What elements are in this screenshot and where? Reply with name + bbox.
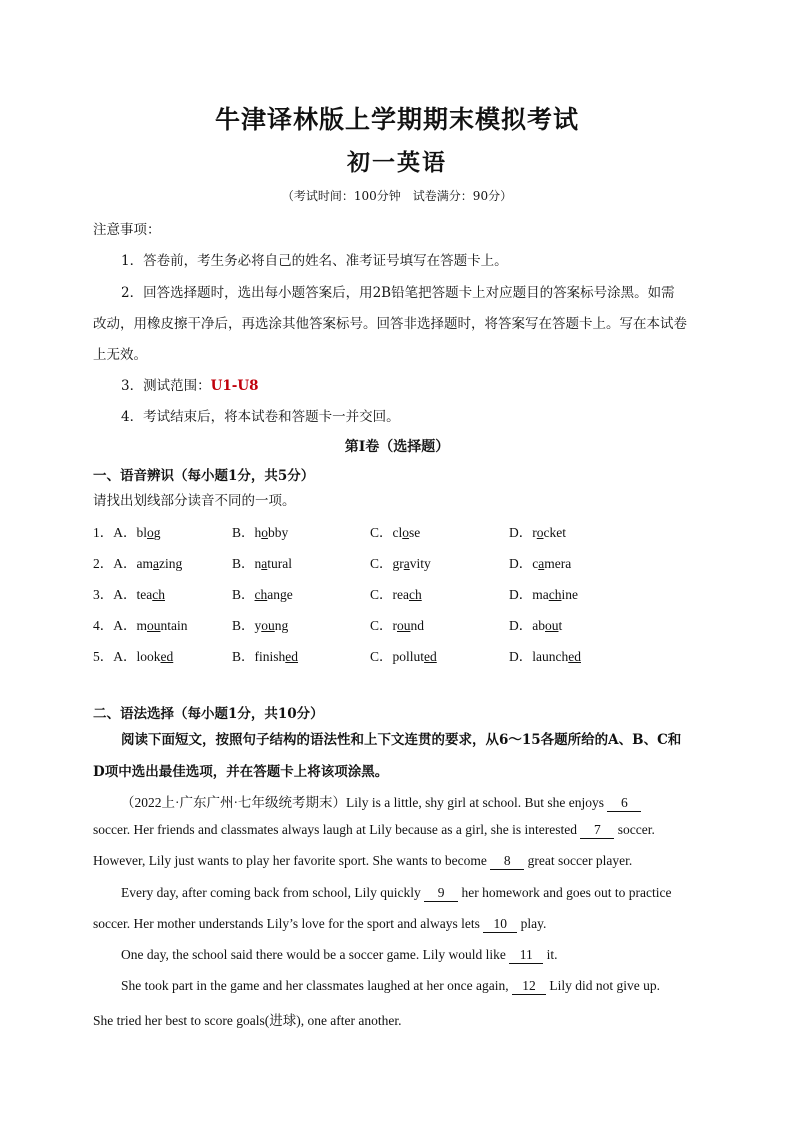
option-c: C．reach <box>370 587 422 602</box>
section-1-heading: 一、语音辨识（每小题1分，共5分） <box>93 468 315 484</box>
note-2-line-1: 2．回答选择题时，选出每小题答案后，用2B铅笔把答题卡上对应题目的答案标号涂黑。如需 <box>121 285 675 301</box>
option-d: D．machine <box>509 587 578 602</box>
section-2-heading: 二、语法选择（每小题1分，共10分） <box>93 706 324 722</box>
option-d: D．about <box>509 618 563 633</box>
notes-heading: 注意事项： <box>93 222 161 238</box>
option-d: D．camera <box>509 556 572 571</box>
note-2-line-3: 上无效。 <box>93 347 147 363</box>
passage-line: soccer. Her friends and classmates always laugh at Lily because as a girl, she is interested 7 soccer. <box>93 822 655 837</box>
option-b: B．hobby <box>232 525 289 540</box>
section-1-instruction: 请找出划线部分读音不同的一项。 <box>93 493 296 509</box>
option-d: D．rocket <box>509 525 566 540</box>
section-2-instruction-line-1: 阅读下面短文，按照句子结构的语法性和上下文连贯的要求，从6～15各题所给的A、B、C和 <box>121 732 682 748</box>
blank-7: 7 <box>580 822 614 839</box>
passage-line: （2022上·广东广州·七年级统考期末）Lily is a little, shy girl at school. But she enjoys 6 <box>121 791 703 812</box>
passage-line: However, Lily just wants to play her favorite sport. She wants to become 8 great soccer player. <box>93 853 633 868</box>
note-2-line-2: 改动，用橡皮擦干净后，再选涂其他答案标号。回答非选择题时，将答案写在答题卡上。写在本试卷 <box>93 316 687 332</box>
option-b: B．finished <box>232 649 299 664</box>
option-d: D．launched <box>509 649 581 664</box>
option-a: 1．A．blog <box>93 525 161 540</box>
note-3-prefix: 3．测试范围： <box>121 378 211 394</box>
blank-8: 8 <box>490 853 524 870</box>
blank-12: 12 <box>512 978 546 995</box>
blank-6: 6 <box>607 795 641 812</box>
passage-line: She took part in the game and her classmates laughed at her once again, 12 Lily did not give up. <box>121 978 660 993</box>
blank-11: 11 <box>509 947 543 964</box>
blank-9: 9 <box>424 885 458 902</box>
option-c: C．gravity <box>370 556 431 571</box>
note-1: 1．答卷前，考生务必将自己的姓名、准考证号填写在答题卡上。 <box>121 253 508 269</box>
exam-title: 牛津译林版上学期期末模拟考试 <box>214 105 579 134</box>
section-2-instruction-line-2: D项中选出最佳选项，并在答题卡上将该项涂黑。 <box>93 764 389 780</box>
volume-title: 第Ⅰ卷（选择题） <box>344 439 450 455</box>
blank-10: 10 <box>483 916 517 933</box>
option-a: 4．A．mountain <box>93 618 188 633</box>
exam-subject: 初一英语 <box>347 150 447 176</box>
option-c: C．round <box>370 618 424 633</box>
passage-line: She tried her best to score goals(进球), one after another. <box>93 1013 402 1028</box>
option-a: 2．A．amazing <box>93 556 183 571</box>
note-3 <box>121 374 259 394</box>
option-a: 3．A．teach <box>93 587 165 602</box>
note-4: 4．考试结束后，将本试卷和答题卡一并交回。 <box>121 409 400 425</box>
option-a: 5．A．looked <box>93 649 174 664</box>
option-c: C．close <box>370 525 421 540</box>
option-b: B．natural <box>232 556 293 571</box>
passage-line: One day, the school said there would be a soccer game. Lily would like 11 it. <box>121 947 558 962</box>
exam-info: （考试时间：100分钟 试卷满分：90分） <box>281 189 513 203</box>
option-c: C．polluted <box>370 649 437 664</box>
passage-line: soccer. Her mother understands Lily’s love for the sport and always lets 10 play. <box>93 916 547 931</box>
test-range: U1-U8 <box>210 378 259 394</box>
option-b: B．change <box>232 587 293 602</box>
option-b: B．young <box>232 618 289 633</box>
passage-line: Every day, after coming back from school, Lily quickly 9 her homework and goes out to practice <box>121 885 672 900</box>
